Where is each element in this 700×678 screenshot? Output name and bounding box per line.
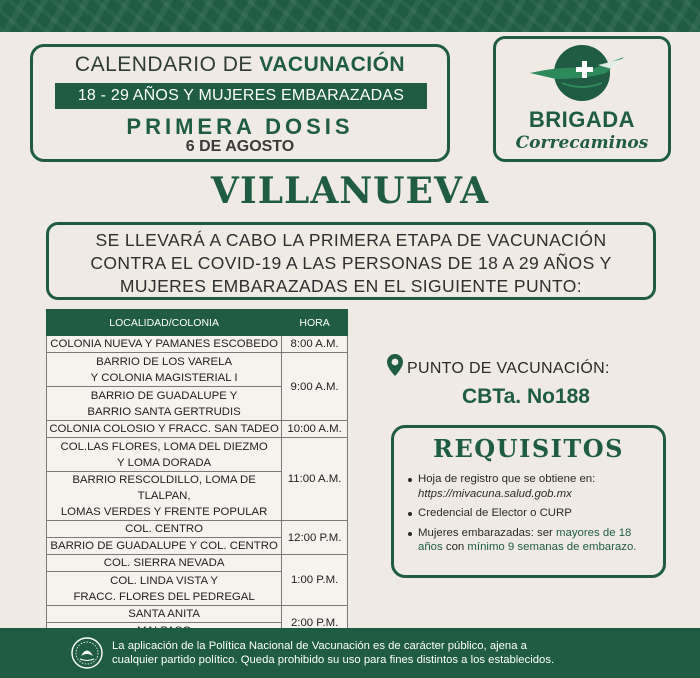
mexico-seal-icon bbox=[71, 637, 103, 669]
location-cell: COLONIA COLOSIO Y FRACC. SAN TADEO bbox=[47, 421, 282, 438]
vaccination-date: 6 DE AGOSTO bbox=[185, 138, 295, 155]
requirements-title: REQUISITOS bbox=[433, 434, 624, 463]
age-group-banner: 18 - 29 AÑOS Y MUJERES EMBARAZADAS bbox=[55, 83, 427, 109]
location-cell: BARRIO DE LOS VARELA Y COLONIA MAGISTERIAL I bbox=[47, 353, 282, 387]
info-box bbox=[46, 222, 656, 300]
info-line: MUJERES EMBARAZADAS EN EL SIGUIENTE PUNTO: bbox=[119, 276, 583, 296]
location-cell: COLONIA NUEVA Y PAMANES ESCOBEDO bbox=[47, 336, 282, 353]
time-cell: 2:00 P.M. bbox=[282, 606, 348, 640]
dose-label: PRIMERA DOSIS bbox=[126, 114, 354, 139]
registration-link[interactable]: https://mivacuna.salud.gob.mx bbox=[418, 487, 572, 500]
table-row bbox=[47, 421, 348, 438]
footer-line: cualquier partido político. Queda prohibido su uso para fines distintos a los establecidos. bbox=[112, 654, 555, 666]
requirement-text: Hoja de registro que se obtiene en: bbox=[418, 473, 596, 485]
location-cell: COL.LAS FLORES, LOMA DEL DIEZMO Y LOMA DORADA bbox=[47, 438, 282, 472]
calendar-title bbox=[33, 53, 447, 77]
table-row bbox=[47, 521, 348, 538]
info-line: CONTRA EL COVID-19 A LAS PERSONAS DE 18 A 29 AÑOS Y bbox=[90, 253, 612, 273]
time-cell: 8:00 A.M. bbox=[282, 336, 348, 353]
table-row bbox=[47, 555, 348, 572]
vaccination-point-label: PUNTO DE VACUNACIÓN: bbox=[407, 360, 610, 377]
requirements-list bbox=[408, 472, 658, 560]
column-header-time: HORA bbox=[282, 310, 348, 336]
footer-disclaimer bbox=[112, 639, 672, 667]
footer-band bbox=[0, 628, 700, 678]
location-cell: BARRIO RESCOLDILLO, LOMA DE TLALPAN, LOMAS VERDES Y FRENTE POPULAR bbox=[47, 472, 282, 521]
location-cell: COL. SIERRA NEVADA bbox=[47, 555, 282, 572]
location-cell: COL. LINDA VISTA Y FRACC. FLORES DEL PEDREGAL bbox=[47, 572, 282, 606]
roadrunner-cross-logo-icon bbox=[526, 43, 636, 105]
requirements-box bbox=[391, 425, 666, 578]
time-cell: 12:00 P.M. bbox=[282, 521, 348, 555]
calendar-title-prefix: CALENDARIO DE bbox=[74, 53, 253, 76]
info-line: SE LLEVARÁ A CABO LA PRIMERA ETAPA DE VACUNACIÓN bbox=[95, 230, 607, 250]
brigada-box bbox=[493, 36, 671, 162]
brigada-name: BRIGADA bbox=[528, 107, 636, 132]
list-item bbox=[408, 506, 658, 521]
time-cell: 11:00 A.M. bbox=[282, 438, 348, 521]
table-header-row bbox=[47, 310, 348, 336]
location-cell: BARRIO DE GUADALUPE Y BARRIO SANTA GERTRUDIS bbox=[47, 387, 282, 421]
requirement-text: Credencial de Elector o CURP bbox=[418, 507, 572, 519]
vaccination-point-value: CBTa. No188 bbox=[462, 385, 590, 408]
column-header-locality: LOCALIDAD/COLONIA bbox=[47, 310, 282, 336]
brigada-subtitle: Correcaminos bbox=[515, 133, 649, 153]
calendar-title-emphasis: VACUNACIÓN bbox=[259, 53, 406, 76]
time-cell: 9:00 A.M. bbox=[282, 353, 348, 421]
table-row bbox=[47, 438, 348, 472]
footer-line: La aplicación de la Política Nacional de Vacunación es de carácter público, ajena a bbox=[112, 640, 527, 652]
requirement-text: Mujeres embarazadas: ser bbox=[418, 526, 553, 539]
list-item bbox=[408, 472, 658, 501]
time-cell: 1:00 P.M. bbox=[282, 555, 348, 606]
schedule-table bbox=[46, 309, 348, 640]
city-title: VILLANUEVA bbox=[210, 170, 490, 212]
location-cell: SANTA ANITA bbox=[47, 606, 282, 623]
top-decorative-band bbox=[0, 0, 700, 32]
requirement-highlight: mínimo 9 semanas de embarazo. bbox=[467, 541, 637, 553]
band-pattern bbox=[0, 0, 700, 32]
table-row bbox=[47, 353, 348, 387]
list-item bbox=[408, 526, 658, 555]
location-pin-icon bbox=[387, 354, 403, 376]
requirement-text: con bbox=[445, 541, 465, 553]
table-row bbox=[47, 606, 348, 623]
requirement-highlight: mayores de 18 años bbox=[418, 526, 632, 553]
calendar-header-box bbox=[30, 44, 450, 162]
table-row bbox=[47, 336, 348, 353]
location-cell: BARRIO DE GUADALUPE Y COL. CENTRO bbox=[47, 538, 282, 555]
time-cell: 10:00 A.M. bbox=[282, 421, 348, 438]
location-cell: COL. CENTRO bbox=[47, 521, 282, 538]
